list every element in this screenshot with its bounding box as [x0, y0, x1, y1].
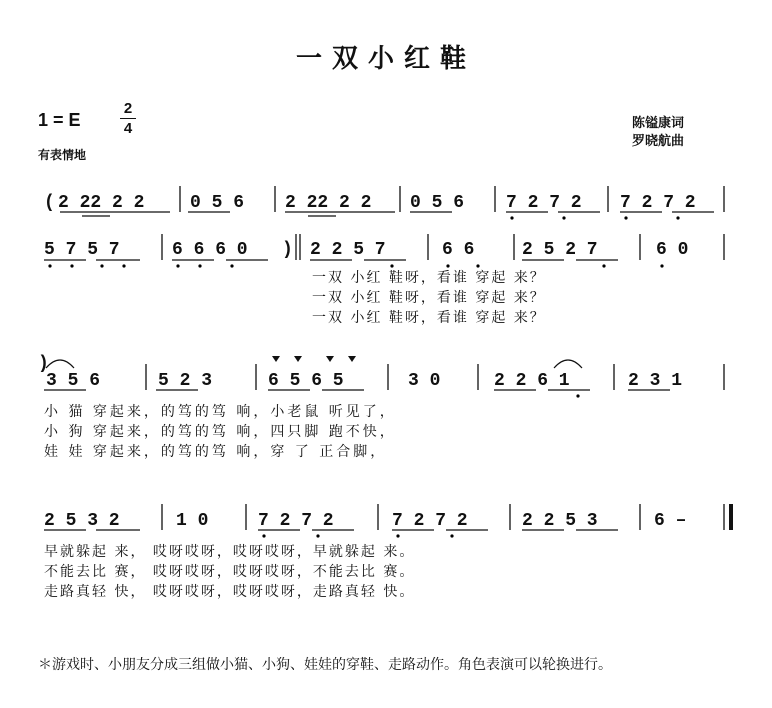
measure-3-notes: 2 22 2 2 — [285, 193, 372, 213]
measure-5-notes: 7 2 7 2 — [506, 193, 582, 213]
measure-23-notes: 2 2 5 3 — [522, 511, 598, 531]
expression-mark: 有表情地 — [38, 148, 87, 162]
octave-dot — [450, 534, 453, 537]
octave-dot — [316, 534, 319, 537]
measure-7-notes: 5 7 5 7 — [44, 240, 120, 260]
octave-dot — [576, 394, 579, 397]
octave-dot — [562, 216, 565, 219]
measure-19-notes: 2 5 3 2 — [44, 511, 120, 531]
octave-dot — [660, 264, 663, 267]
lyric-line: 小 猫 穿起来，的笃的笃 响，小老鼠 听见了， — [44, 404, 397, 420]
octave-dot — [510, 216, 513, 219]
lyricist-credit: 陈镒康词 — [632, 116, 685, 131]
octave-dot — [70, 264, 73, 267]
measure-18-notes: 2 3 1 — [628, 371, 683, 391]
octave-dot — [624, 216, 627, 219]
measure-13-notes: 3 5 6 — [46, 371, 101, 391]
lyrics-system-4 — [44, 542, 415, 602]
meter-bottom: 4 — [123, 120, 133, 137]
close-paren: ) — [38, 354, 49, 374]
octave-dot — [122, 264, 125, 267]
measure-6-notes: 7 2 7 2 — [620, 193, 696, 213]
octave-dot — [396, 534, 399, 537]
measure-9-notes: 2 2 5 7 — [310, 240, 386, 260]
lyric-line: 早就躲起 来， 哎呀哎呀，哎呀哎呀，早就躲起 来。 — [44, 544, 416, 560]
lyric-line: 不能去比 赛， 哎呀哎呀，哎呀哎呀，不能去比 赛。 — [44, 564, 416, 580]
system-2 — [44, 234, 724, 268]
octave-dot — [100, 264, 103, 267]
measure-15-notes: 6 5 6 5 — [268, 371, 344, 391]
system-1 — [44, 186, 724, 220]
lyric-line: 一双 小红 鞋呀，看谁 穿起 来？ — [312, 290, 546, 306]
staccato-mark — [348, 356, 356, 362]
measure-14-notes: 5 2 3 — [158, 371, 213, 391]
meter-top: 2 — [123, 100, 133, 117]
octave-dot — [198, 264, 201, 267]
octave-dot — [48, 264, 51, 267]
lyric-line: 走路真轻 快， 哎呀哎呀，哎呀哎呀，走路真轻 快。 — [44, 584, 416, 600]
measure-22-notes: 7 2 7 2 — [392, 511, 468, 531]
measure-2-notes: 0 5 6 — [190, 193, 245, 213]
close-paren: ) — [282, 240, 293, 260]
octave-dot — [262, 534, 265, 537]
system-3 — [38, 354, 724, 398]
lyric-line: 一双 小红 鞋呀，看谁 穿起 来？ — [312, 270, 546, 286]
measure-1-notes: 2 22 2 2 — [58, 193, 145, 213]
slur — [46, 360, 74, 368]
octave-dot — [230, 264, 233, 267]
octave-dot — [176, 264, 179, 267]
lyric-line: 娃 娃 穿起来，的笃的笃 响，穿 了 正合脚， — [44, 444, 388, 460]
octave-dot — [676, 216, 679, 219]
measure-24-notes: 6 – — [654, 511, 687, 531]
measure-16-notes: 3 0 — [408, 371, 441, 391]
lyric-line: 一双 小红 鞋呀，看谁 穿起 来？ — [312, 310, 546, 326]
system-4 — [44, 504, 731, 538]
composer-credit: 罗晓航曲 — [632, 134, 685, 149]
song-title: 一双小红鞋 — [295, 44, 476, 74]
measure-10-notes: 6 6 — [442, 240, 475, 260]
staccato-mark — [272, 356, 280, 362]
measure-21-notes: 7 2 7 2 — [258, 511, 334, 531]
measure-8-notes: 6 6 6 0 — [172, 240, 248, 260]
lyric-line: 小 狗 穿起来，的笃的笃 响，四只脚 跑不快， — [44, 424, 397, 440]
measure-12-notes: 6 0 — [656, 240, 689, 260]
measure-4-notes: 0 5 6 — [410, 193, 465, 213]
measure-11-notes: 2 5 2 7 — [522, 240, 598, 260]
lyrics-system-3 — [44, 402, 397, 462]
key-signature: 1 = E — [38, 110, 81, 130]
staccato-mark — [326, 356, 334, 362]
measure-20-notes: 1 0 — [176, 511, 209, 531]
octave-dot — [602, 264, 605, 267]
measure-17-notes: 2 2 6 1 — [494, 371, 570, 391]
open-paren: ( — [44, 193, 55, 213]
slur — [554, 360, 582, 368]
lyrics-system-2 — [312, 268, 546, 328]
staccato-mark — [294, 356, 302, 362]
footnote: ＊游戏时、小朋友分成三组做小猫、小狗、娃娃的穿鞋、走路动作。角色表演可以轮换进行。 — [38, 657, 612, 673]
